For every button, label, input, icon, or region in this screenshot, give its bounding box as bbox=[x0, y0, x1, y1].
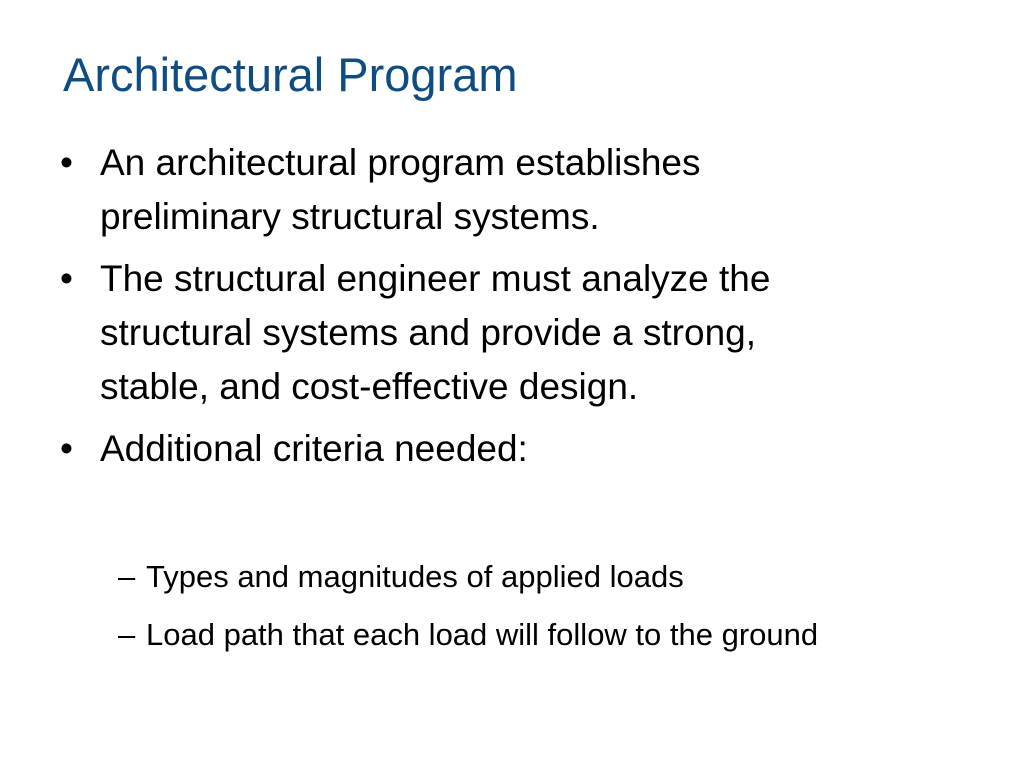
bullet-item bbox=[56, 136, 860, 244]
bullet-marker: • bbox=[60, 142, 73, 183]
bullet-text: The structural engineer must analyze the structural systems and provide a strong, stable, and cost-effective design. bbox=[100, 258, 771, 407]
sub-bullet-text: Types and magnitudes of applied loads bbox=[146, 559, 684, 594]
sub-bullet-item bbox=[102, 610, 846, 660]
slide-title: Architectural Program bbox=[63, 48, 518, 101]
sub-bullet-item bbox=[102, 552, 846, 602]
bullet-marker: • bbox=[60, 428, 73, 469]
bullet-text: An architectural program establishes preliminary structural systems. bbox=[100, 142, 701, 237]
bullet-item bbox=[56, 422, 860, 476]
bullet-item bbox=[56, 252, 860, 414]
sub-bullet-text: Load path that each load will follow to the ground bbox=[146, 617, 819, 652]
sub-bullet-marker: – bbox=[118, 559, 136, 594]
bullet-marker: • bbox=[60, 258, 73, 299]
sub-bullet-marker: – bbox=[118, 617, 136, 652]
bullet-list bbox=[56, 136, 936, 484]
sub-bullet-list bbox=[56, 552, 846, 668]
bullet-text: Additional criteria needed: bbox=[100, 428, 528, 469]
